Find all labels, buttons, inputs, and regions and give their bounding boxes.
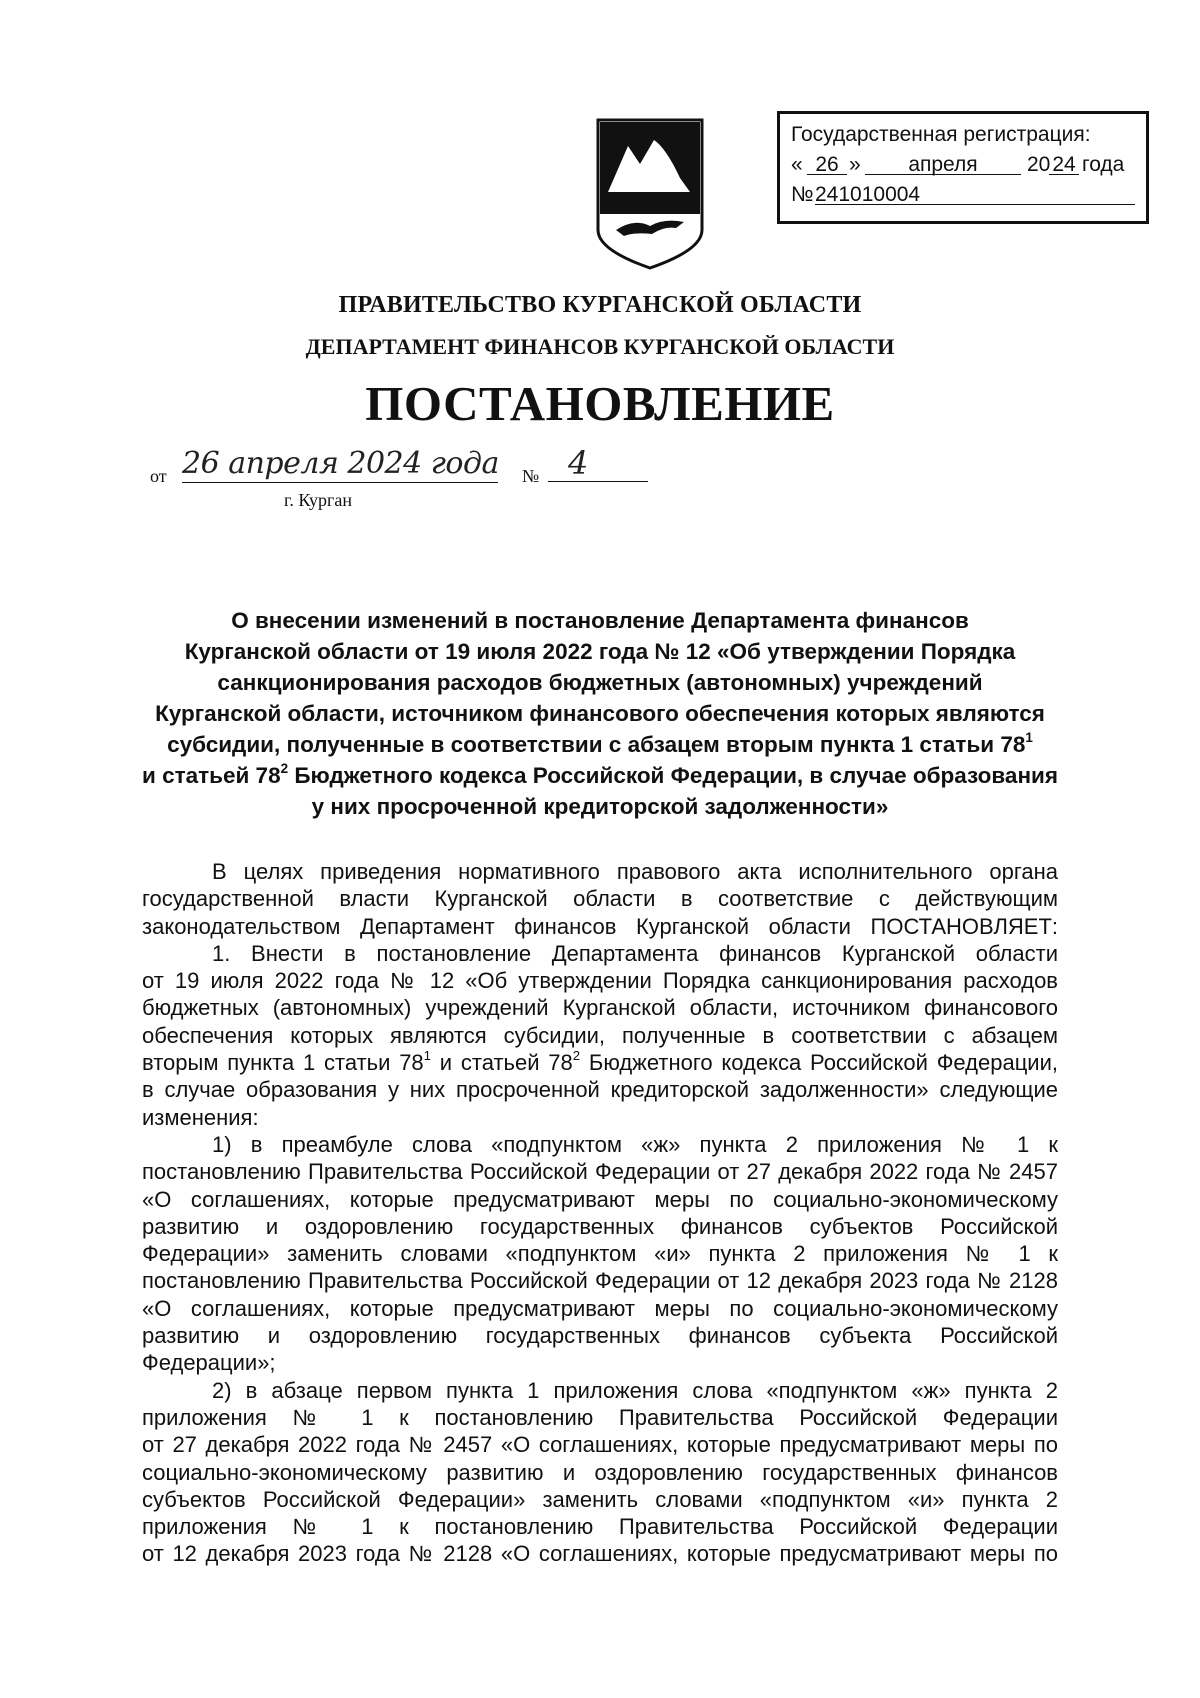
number-label: №: [522, 466, 540, 486]
body-line: «О соглашениях, которые предусматривают меры по социально-экономическому: [142, 1295, 1058, 1321]
body-line: 1) в преамбуле слова «подпунктом «ж» пункта 2 приложения № 1 к: [212, 1131, 1058, 1157]
registration-quote-open: «: [791, 153, 803, 176]
body-line: постановлению Правительства Российской Федерации от 12 декабря 2023 года № 2128: [142, 1268, 1058, 1294]
registration-quote-close: »: [849, 153, 861, 176]
body-line: развитию и оздоровлению государственных финансов субъектов Российской: [142, 1213, 1058, 1239]
body-line: законодательством Департамент финансов Курганской области ПОСТАНОВЛЯЕТ:: [142, 913, 1058, 939]
body-line: приложения № 1 к постановлению Правительства Российской Федерации: [142, 1514, 1058, 1540]
body-text: и статьей 78: [431, 1050, 573, 1076]
city-label: г. Курган: [284, 490, 353, 510]
title-line: Курганской области, источником финансового обеспечения которых являются: [155, 701, 1045, 726]
body-line: социально-экономическому развитию и оздоровлению государственных финансов: [142, 1459, 1058, 1485]
coat-of-arms-icon: [594, 118, 706, 270]
body-line: В целях приведения нормативного правового акта исполнительного органа: [212, 859, 1058, 884]
title-line: [140, 729, 1060, 760]
registration-number-label: №: [791, 183, 814, 206]
date-from-label: от: [150, 466, 167, 486]
handwritten-number: 4: [548, 444, 648, 482]
body-line: [142, 1049, 1058, 1076]
body-line: постановлению Правительства Российской Федерации от 27 декабря 2022 года № 2457: [142, 1159, 1058, 1185]
title-text: и статьей 78: [141, 763, 281, 788]
body-text: вторым пункта 1 статьи 78: [142, 1050, 424, 1076]
registration-year-word: года: [1082, 153, 1125, 176]
registration-day: 26: [807, 150, 847, 175]
body-line: бюджетных (автономных) учреждений Курганской области, источником финансового: [142, 995, 1058, 1021]
body-line: «О соглашениях, которые предусматривают меры по социально-экономическому: [142, 1186, 1058, 1212]
body-line: приложения № 1 к постановлению Правительства Российской Федерации: [142, 1404, 1058, 1430]
department-heading: ДЕПАРТАМЕНТ ФИНАНСОВ КУРГАНСКОЙ ОБЛАСТИ: [305, 334, 895, 359]
title-line: [140, 760, 1060, 791]
body-line: государственной власти Курганской области в соответствие с действующим: [142, 886, 1058, 912]
title-line: Курганской области от 19 июля 2022 года № 12 «Об утверждении Порядка: [184, 639, 1016, 664]
body-line: Федерации»;: [142, 1350, 276, 1376]
superscript: 2: [280, 761, 289, 777]
body-line: от 12 декабря 2023 года № 2128 «О соглашениях, которые предусматривают меры по: [142, 1541, 1058, 1567]
body-line: Федерации» заменить словами «подпунктом «и» пункта 2 приложения № 1 к: [142, 1241, 1058, 1267]
registration-year-suffix: 24: [1049, 150, 1079, 175]
title-text: Бюджетного кодекса Российской Федерации, в случае образования: [288, 763, 1058, 788]
body-line: от 27 декабря 2022 года № 2457 «О соглашениях, которые предусматривают меры по: [142, 1432, 1058, 1458]
superscript: 1: [423, 1048, 432, 1064]
registration-number: 241010004: [815, 180, 1135, 205]
body-line: развитию и оздоровлению государственных финансов субъекта Российской: [142, 1323, 1058, 1349]
body-line: изменения:: [142, 1104, 259, 1130]
body-line: обеспечения которых являются субсидии, полученные в соответствии с абзацем: [142, 1022, 1058, 1048]
body-line: 1. Внести в постановление Департамента финансов Курганской области: [212, 940, 1058, 966]
date-line: [150, 444, 660, 488]
superscript: 2: [572, 1048, 581, 1064]
title-line: у них просроченной кредиторской задолженности»: [311, 794, 889, 819]
document-title: [140, 605, 1060, 822]
registration-month: апреля: [865, 150, 1021, 175]
body-line: 2) в абзаце первом пункта 1 приложения слова «подпунктом «ж» пункта 2: [212, 1377, 1058, 1403]
body-line: от 19 июля 2022 года № 12 «Об утверждении Порядка санкционирования расходов: [142, 968, 1058, 994]
registration-stamp: [777, 111, 1149, 224]
handwritten-date: 26 апреля 2024 года: [182, 446, 499, 481]
title-line: санкционирования расходов бюджетных (автономных) учреждений: [217, 670, 983, 695]
superscript: 1: [1025, 730, 1033, 746]
body-line: субъектов Российской Федерации» заменить словами «подпунктом «и» пункта 2: [142, 1486, 1058, 1512]
registration-label: Государственная регистрация:: [791, 123, 1091, 146]
body-text: Бюджетного кодекса Российской Федерации,: [580, 1050, 1058, 1076]
document-body: [142, 858, 1058, 1568]
body-line: в случае образования у них просроченной кредиторской задолженности» следующие: [142, 1077, 1058, 1103]
government-heading: ПРАВИТЕЛЬСТВО КУРГАНСКОЙ ОБЛАСТИ: [338, 292, 862, 318]
registration-year-prefix: 20: [1027, 153, 1051, 176]
document-type-heading: ПОСТАНОВЛЕНИЕ: [365, 376, 835, 431]
title-line: О внесении изменений в постановление Департамента финансов: [231, 608, 969, 633]
title-text: субсидии, полученные в соответствии с абзацем вторым пункта 1 статьи 78: [167, 732, 1026, 757]
